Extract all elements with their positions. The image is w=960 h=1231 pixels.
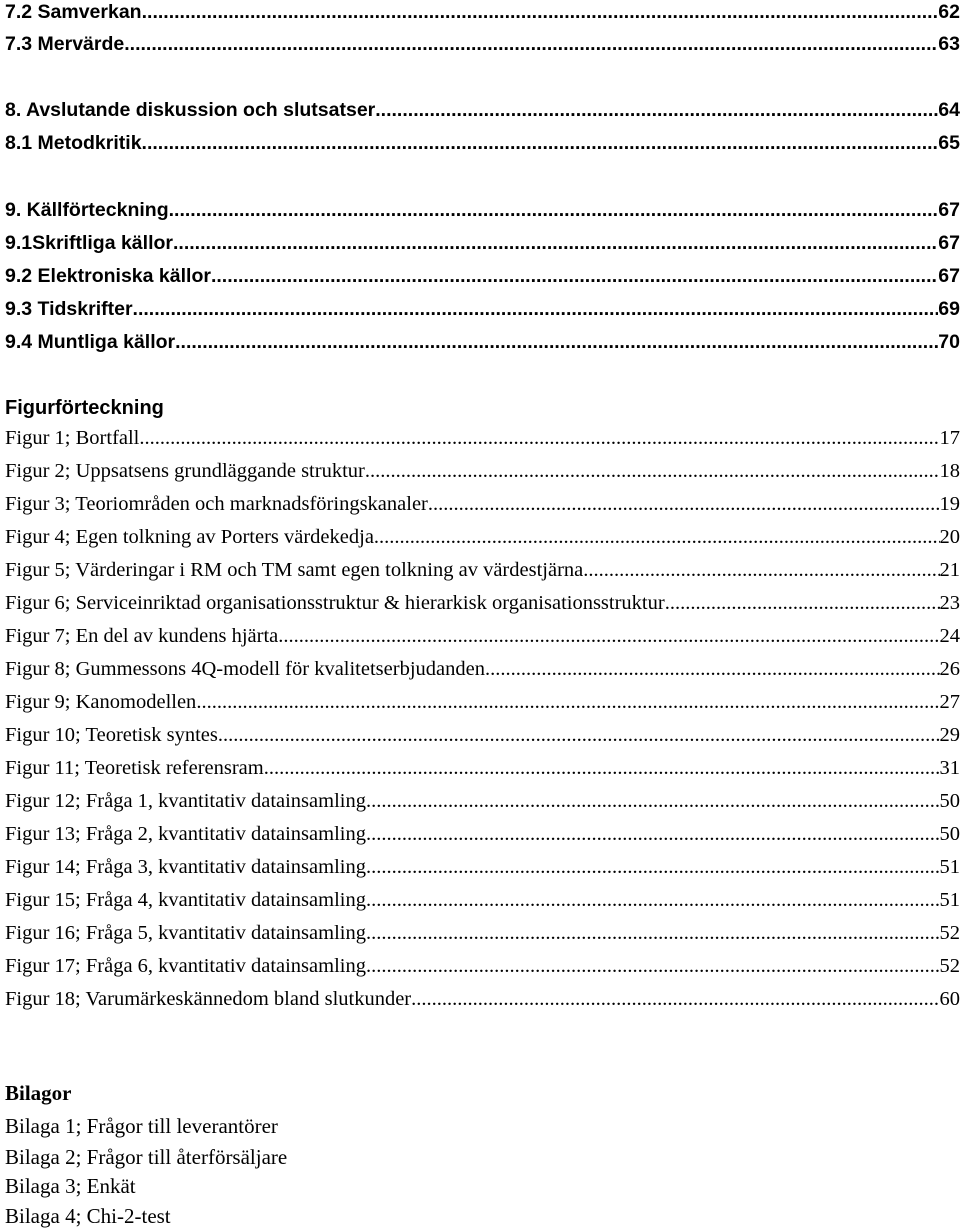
figure-entry-label: Figur 6; Serviceinriktad organisationsstruktur & hierarkisk organisationsstruktur: [5, 592, 665, 614]
figure-entry-label: Figur 4; Egen tolkning av Porters värdekedja: [5, 526, 374, 548]
dot-leader: [175, 330, 938, 354]
figure-entry-label: Figur 15; Fråga 4, kvantitativ datainsamling: [5, 889, 366, 911]
figure-entry[interactable]: [5, 585, 960, 615]
figure-entry-page: 60: [939, 988, 960, 1010]
figure-entry[interactable]: [5, 783, 960, 813]
figure-entry-page: 17: [939, 427, 960, 449]
figure-entry[interactable]: [5, 519, 960, 549]
appendices-heading: Bilagor: [5, 1081, 72, 1105]
figure-entry[interactable]: [5, 486, 960, 516]
toc-entry-page: 69: [938, 298, 960, 320]
dot-leader: [211, 264, 938, 288]
figure-entry-page: 50: [939, 790, 960, 812]
figure-entry-label: Figur 2; Uppsatsens grundläggande struktur: [5, 460, 365, 482]
dot-leader: [365, 459, 940, 483]
figure-entry[interactable]: [5, 849, 960, 879]
toc-entry[interactable]: [5, 258, 960, 288]
figure-entry[interactable]: [5, 453, 960, 483]
dot-leader: [139, 426, 939, 450]
toc-entry[interactable]: [5, 125, 960, 155]
appendix-item: Bilaga 1; Frågor till leverantörer: [5, 1114, 278, 1138]
figure-entry-label: Figur 1; Bortfall: [5, 427, 140, 449]
figure-entry[interactable]: [5, 882, 960, 912]
toc-entry[interactable]: [5, 291, 960, 321]
figure-entry[interactable]: [5, 750, 960, 780]
figure-entry-label: Figur 3; Teoriområden och marknadsföringskanaler: [5, 493, 428, 515]
toc-entry-label: 8. Avslutande diskussion och slutsatser: [5, 99, 376, 121]
dot-leader: [169, 198, 939, 222]
figure-entry-page: 50: [939, 823, 960, 845]
figure-entry[interactable]: [5, 552, 960, 582]
figure-entry-page: 31: [939, 757, 960, 779]
dot-leader: [428, 492, 940, 516]
figure-entry[interactable]: [5, 981, 960, 1011]
figure-entry-label: Figur 17; Fråga 6, kvantitativ datainsamling: [5, 955, 366, 977]
toc-entry-label: 8.1 Metodkritik: [5, 132, 142, 154]
toc-entry-label: 9. Källförteckning: [5, 199, 169, 221]
figure-entry-label: Figur 10; Teoretisk syntes: [5, 724, 218, 746]
figure-entry-page: 29: [939, 724, 960, 746]
toc-entry[interactable]: [5, 324, 960, 354]
toc-entry[interactable]: [5, 225, 960, 255]
dot-leader: [366, 855, 940, 879]
toc-entry-page: 67: [938, 232, 960, 254]
figure-entry[interactable]: [5, 651, 960, 681]
figure-entry-page: 20: [939, 526, 960, 548]
dot-leader: [133, 297, 939, 321]
dot-leader: [485, 657, 940, 681]
dot-leader: [218, 723, 940, 747]
figures-heading: Figurförteckning: [5, 397, 164, 419]
figure-entry-label: Figur 7; En del av kundens hjärta: [5, 625, 279, 647]
dot-leader: [196, 690, 939, 714]
figure-entry[interactable]: [5, 816, 960, 846]
figure-entry-label: Figur 18; Varumärkeskännedom bland slutkunder: [5, 988, 412, 1010]
figure-entry-page: 24: [939, 625, 960, 647]
toc-entry-label: 9.2 Elektroniska källor: [5, 265, 211, 287]
dot-leader: [173, 231, 938, 255]
toc-entry-page: 70: [938, 331, 960, 353]
figure-entry-label: Figur 14; Fråga 3, kvantitativ datainsamling: [5, 856, 366, 878]
toc-entry-label: 9.4 Muntliga källor: [5, 331, 176, 353]
figure-entry-label: Figur 12; Fråga 1, kvantitativ datainsamling: [5, 790, 366, 812]
figure-entry-page: 51: [939, 856, 960, 878]
toc-entry-label: 7.3 Mervärde: [5, 33, 125, 55]
figure-entry-label: Figur 13; Fråga 2, kvantitativ datainsamling: [5, 823, 366, 845]
figure-entry[interactable]: [5, 420, 960, 450]
figure-entry-label: Figur 9; Kanomodellen: [5, 691, 197, 713]
figure-entry[interactable]: [5, 717, 960, 747]
dot-leader: [264, 756, 940, 780]
dot-leader: [366, 822, 940, 846]
toc-entry-label: 7.2 Samverkan: [5, 1, 142, 23]
dot-leader: [411, 987, 939, 1011]
figure-entry-label: Figur 11; Teoretisk referensram: [5, 757, 264, 779]
appendix-item: Bilaga 2; Frågor till återförsäljare: [5, 1145, 288, 1169]
dot-leader: [374, 525, 940, 549]
figure-entry-page: 52: [939, 922, 960, 944]
figure-entry-page: 52: [939, 955, 960, 977]
figure-entry-page: 23: [939, 592, 960, 614]
figure-entry[interactable]: [5, 948, 960, 978]
figure-entry[interactable]: [5, 618, 960, 648]
figure-entry-page: 27: [939, 691, 960, 713]
figure-entry-page: 51: [939, 889, 960, 911]
toc-entry[interactable]: [5, 0, 960, 24]
figure-entry-label: Figur 5; Värderingar i RM och TM samt egen tolkning av värdestjärna: [5, 559, 584, 581]
toc-entry-page: 67: [938, 265, 960, 287]
toc-entry[interactable]: [5, 26, 960, 56]
toc-entry-label: 9.3 Tidskrifter: [5, 298, 133, 320]
toc-entry-label: 9.1Skriftliga källor: [5, 232, 173, 254]
dot-leader: [366, 954, 940, 978]
appendix-item: Bilaga 3; Enkät: [5, 1174, 136, 1198]
toc-entry[interactable]: [5, 192, 960, 222]
figure-entry-label: Figur 8; Gummessons 4Q-modell för kvalitetserbjudanden: [5, 658, 485, 680]
figure-entry-label: Figur 16; Fråga 5, kvantitativ datainsamling: [5, 922, 366, 944]
toc-entry[interactable]: [5, 92, 960, 122]
dot-leader: [583, 558, 939, 582]
appendix-item: Bilaga 4; Chi-2-test: [5, 1204, 171, 1228]
figure-entry[interactable]: [5, 684, 960, 714]
figure-entry-page: 26: [939, 658, 960, 680]
toc-entry-page: 67: [938, 199, 960, 221]
dot-leader: [375, 98, 938, 122]
dot-leader: [366, 789, 940, 813]
figure-entry-page: 21: [939, 559, 960, 581]
dot-leader: [142, 0, 939, 24]
dot-leader: [366, 921, 940, 945]
toc-entry-page: 64: [938, 99, 960, 121]
dot-leader: [142, 131, 939, 155]
dot-leader: [124, 32, 938, 56]
figure-entry[interactable]: [5, 915, 960, 945]
figure-entry-page: 19: [939, 493, 960, 515]
dot-leader: [278, 624, 939, 648]
toc-entry-page: 63: [938, 33, 960, 55]
toc-entry-page: 65: [938, 132, 960, 154]
toc-entry-page: 62: [938, 1, 960, 23]
dot-leader: [366, 888, 940, 912]
dot-leader: [665, 591, 940, 615]
figure-entry-page: 18: [939, 460, 960, 482]
